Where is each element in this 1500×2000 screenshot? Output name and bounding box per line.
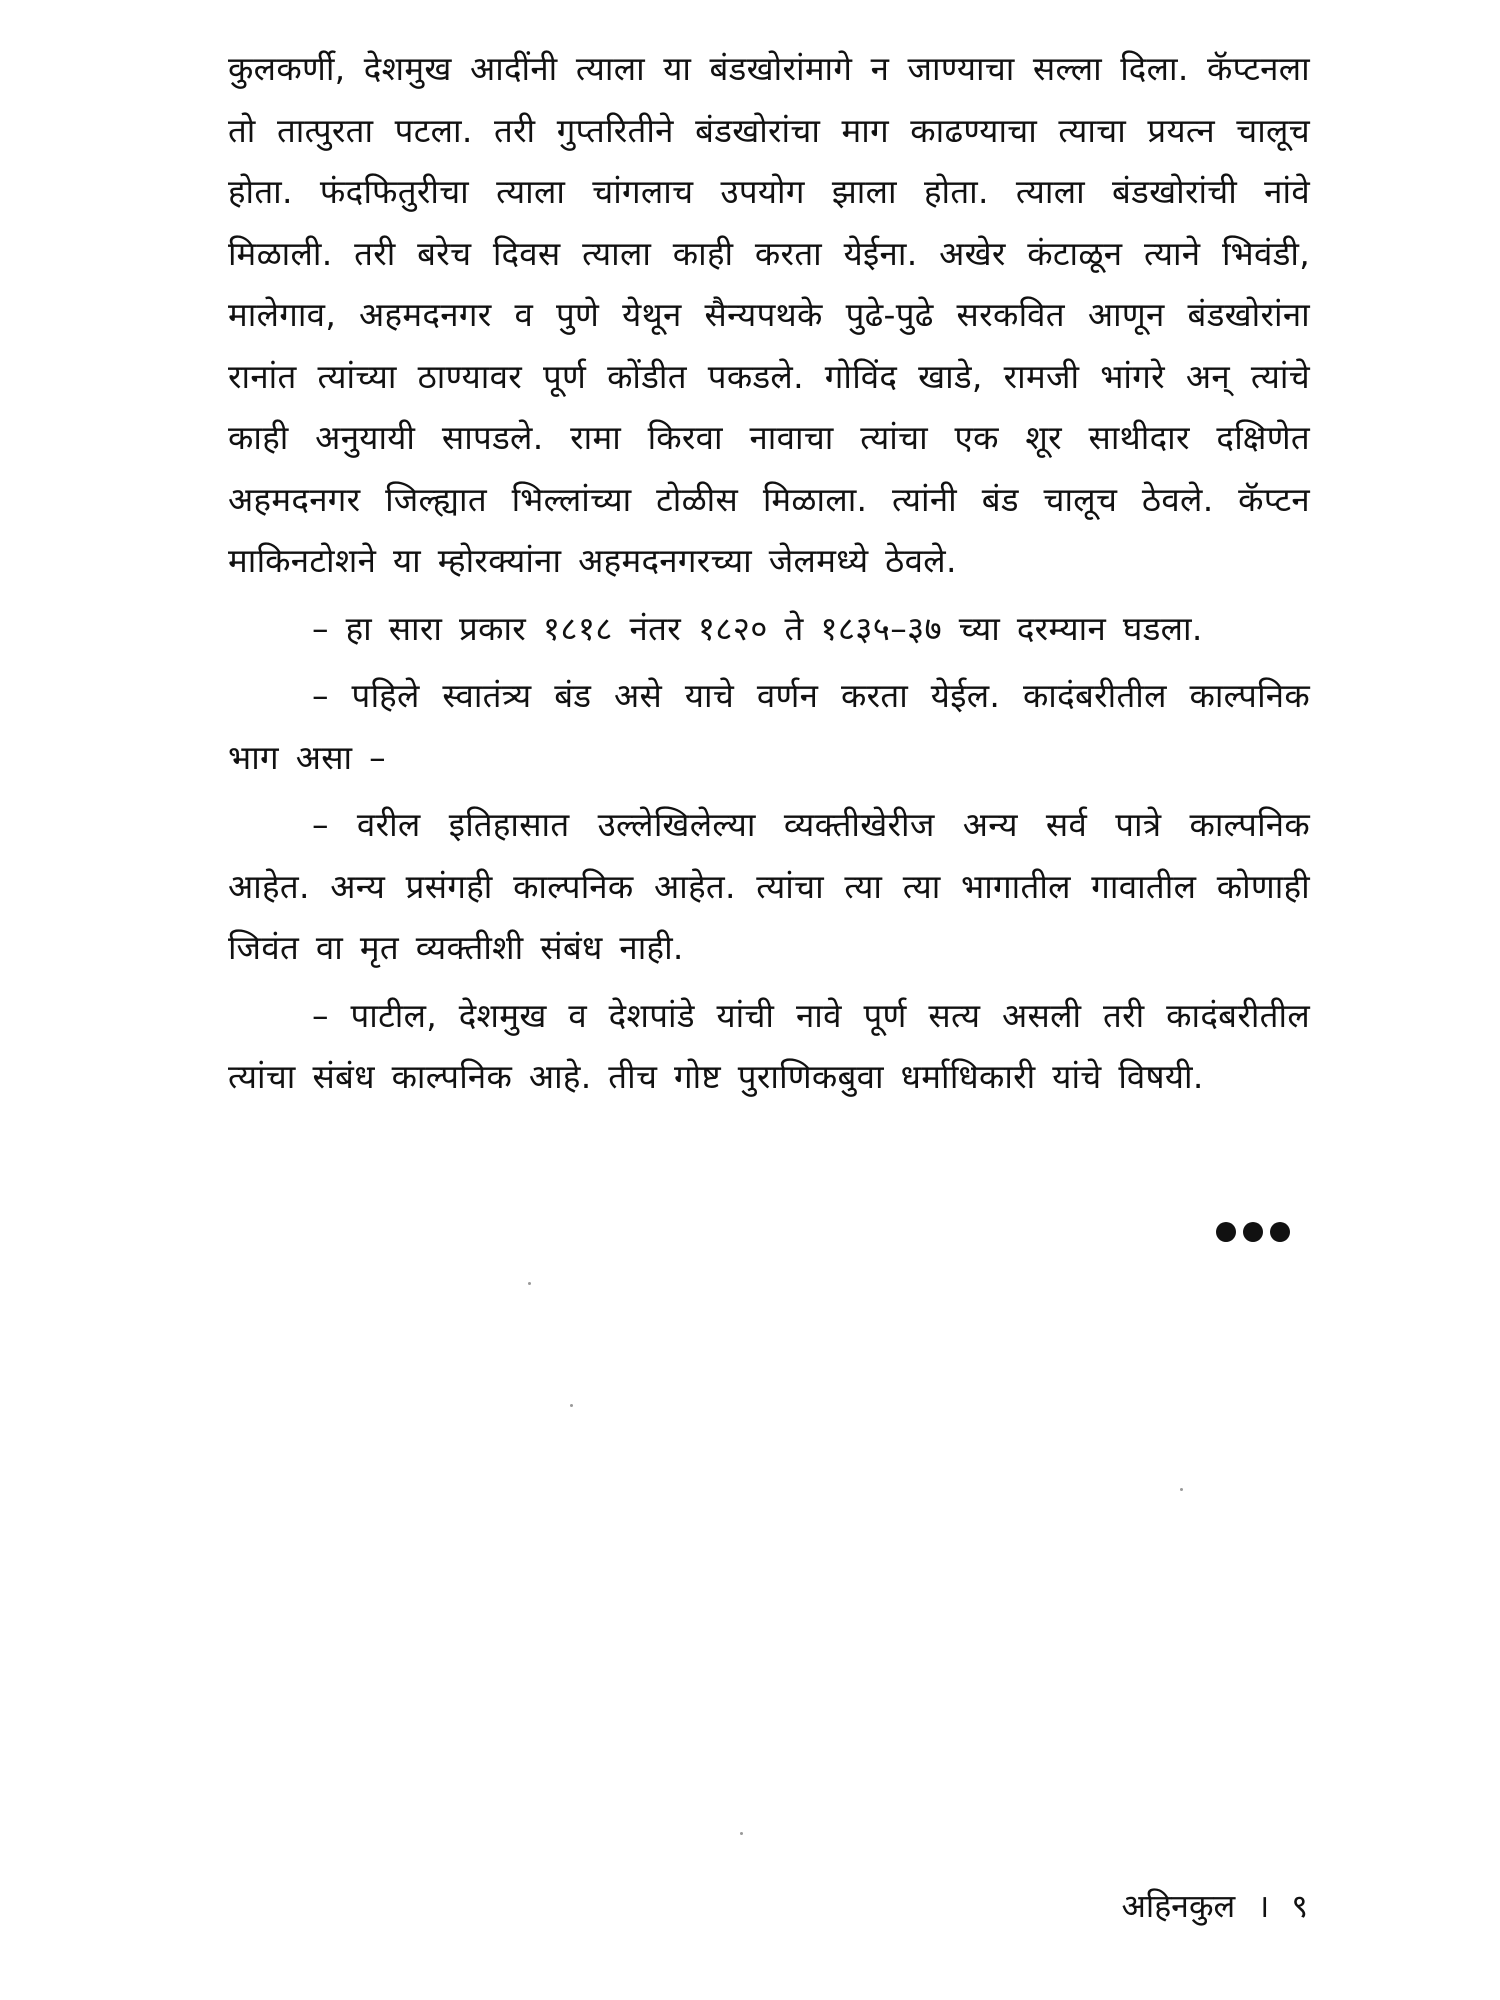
paragraph-history: कुलकर्णी, देशमुख आदींनी त्याला या बंडखोरांमागे न जाण्याचा सल्ला दिला. कॅप्टनला तो तात्पुरता पटला. तरी गुप्तरितीने बंडखोरांचा माग काढण्याचा त्याचा प्रयत्न चालूच होता. फंदफितुरीचा त्याला चांगलाच उपयोग झाला होता. त्याला बंडखोरांची नांवे मिळाली. तरी बरेच दिवस त्याला काही करता येईना. अखेर कंटाळून त्याने भिवंडी, मालेगाव, अहमदनगर व पुणे येथून सैन्यपथके पुढे-पुढे सरकवित आणून बंडखोरांना रानांत त्यांच्या ठाण्यावर पूर्ण कोंडीत पकडले. गोविंद खाडे, रामजी भांगरे अन् त्यांचे काही अनुयायी सापडले. रामा किरवा नावाचा त्यांचा एक शूर साथीदार दक्षिणेत अहमदनगर जिल्ह्यात भिल्लांच्या टोळीस मिळाला. त्यांनी बंड चालूच ठेवले. कॅप्टन माकिनटोशने या म्होरक्यांना अहमदनगरच्या जेलमध्ये ठेवले. [228,49,1310,580]
scan-speck [528,1282,531,1285]
ornament-dot [1270,1222,1290,1242]
page-footer [1121,1884,1308,1927]
scan-speck [570,1404,573,1407]
footer-separator: । [1257,1887,1270,1925]
paragraph-fiction-intro: – पहिले स्वातंत्र्य बंड असे याचे वर्णन करता येईल. कादंबरीतील काल्पनिक भाग असा – [228,676,1310,777]
paragraph-period: – हा सारा प्रकार १८१८ नंतर १८२० ते १८३५–३७ च्या दरम्यान घडला. [312,608,1203,648]
page-body [228,38,1310,1108]
paragraph-names-disclaimer: – पाटील, देशमुख व देशपांडे यांची नावे पूर्ण सत्य असली तरी कादंबरीतील त्यांचा संबंध काल्पनिक आहे. तीच गोष्ट पुराणिकबुवा धर्माधिकारी यांचे विषयी. [228,995,1310,1096]
section-end-ornament [1216,1222,1290,1242]
running-title: अहिनकुल [1121,1887,1236,1925]
paragraph-fictional-characters: – वरील इतिहासात उल्लेखिलेल्या व्यक्तीखेरीज अन्य सर्व पात्रे काल्पनिक आहेत. अन्य प्रसंगही काल्पनिक आहेत. त्यांचा त्या त्या भागातील गावातील कोणाही जिवंत वा मृत व्यक्तीशी संबंध नाही. [228,805,1310,967]
scan-speck [1180,1488,1183,1491]
ornament-dot [1216,1222,1236,1242]
scan-speck [740,1832,743,1835]
page-number: ९ [1291,1887,1308,1925]
ornament-dot [1243,1222,1263,1242]
